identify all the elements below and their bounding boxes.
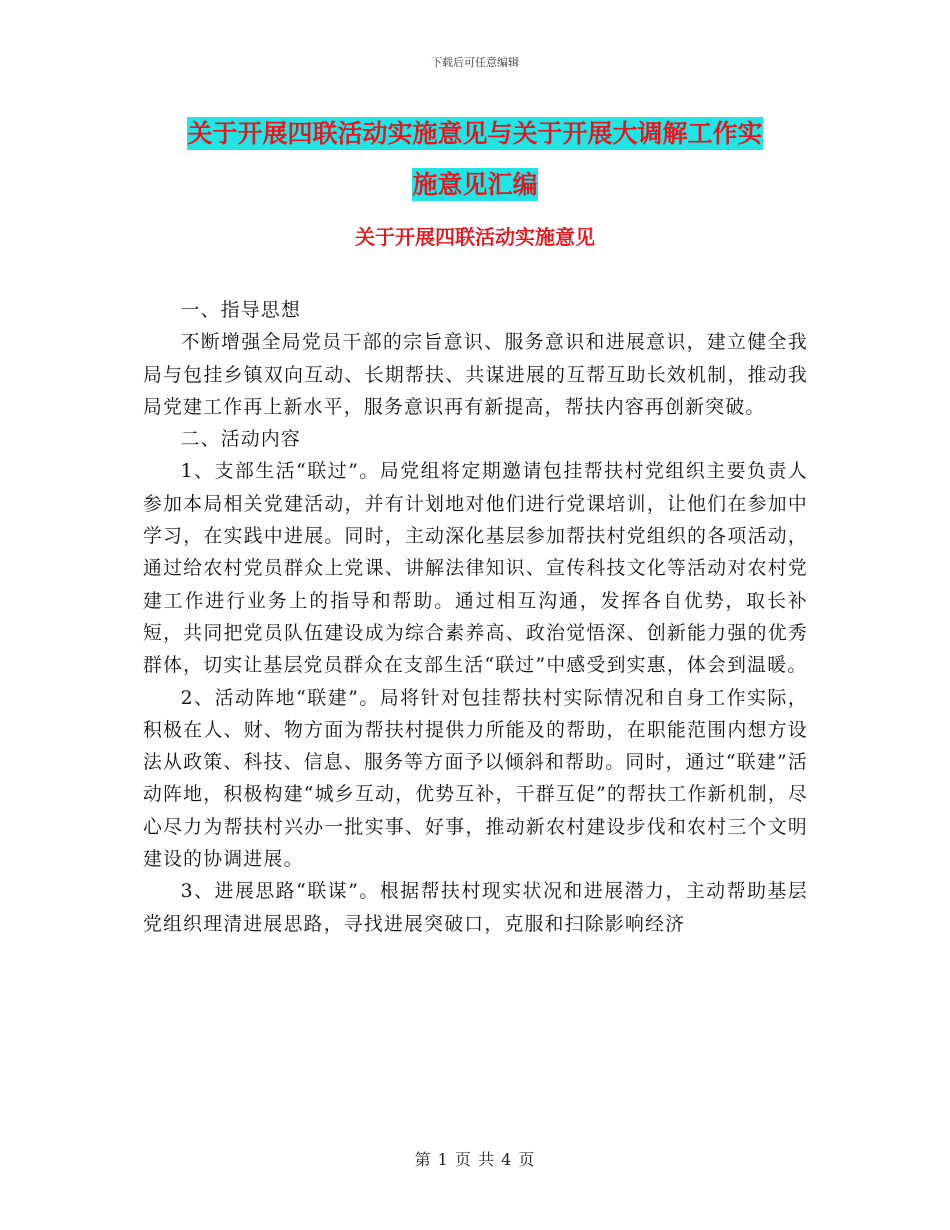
paragraph-item-3: 3、进展思路“联谋”。根据帮扶村现实状况和进展潜力，主动帮助基层党组织理清进展思路，寻找进展突破口，克服和扫除影响经济	[143, 881, 808, 935]
section-title: 关于开展四联活动实施意见	[355, 225, 595, 249]
body-text	[143, 295, 808, 941]
page-footer: 第 1 页 共 4 页	[414, 1150, 536, 1169]
paragraph-item-2: 2、活动阵地“联建”。局将针对包挂帮扶村实际情况和自身工作实际，积极在人、财、物方面为帮扶村提供力所能及的帮助，在职能范围内想方设法从政策、科技、信息、服务等方面予以倾斜和帮助。同时，通过“联建”活动阵地，积极构建“城乡互动，优势互补，干群互促”的帮扶工作新机制，尽心尽力为帮扶村兴办一批实事、好事，推动新农村建设步伐和农村三个文明建设的协调进展。	[143, 687, 808, 871]
title-line-1: 关于开展四联活动实施意见与关于开展大调解工作实	[187, 119, 763, 148]
heading-activity-content: 二、活动内容	[180, 429, 302, 451]
header-note: 下载后可任意编辑	[431, 56, 519, 69]
paragraph-guiding-thought: 不断增强全局党员干部的宗旨意识、服务意识和进展意识，建立健全我局与包挂乡镇双向互动、长期帮扶、共谋进展的互帮互助长效机制，推动我局党建工作再上新水平，服务意识再有新提高，帮扶内容再创新突破。	[143, 332, 808, 418]
document-title	[143, 108, 807, 210]
paragraph-item-1: 1、支部生活“联过”。局党组将定期邀请包挂帮扶村党组织主要负责人参加本局相关党建活动，并有计划地对他们进行党课培训，让他们在参加中学习，在实践中进展。同时，主动深化基层参加帮扶村党组织的各项活动，通过给农村党员群众上党课、讲解法律知识、宣传科技文化等活动对农村党建工作进行业务上的指导和帮助。通过相互沟通，发挥各自优势，取长补短，共同把党员队伍建设成为综合素养高、政治觉悟深、创新能力强的优秀群体，切实让基层党员群众在支部生活“联过”中感受到实惠，体会到温暖。	[143, 461, 808, 677]
title-line-2: 施意见汇编	[412, 170, 538, 199]
heading-guiding-thought: 一、指导思想	[180, 300, 302, 321]
